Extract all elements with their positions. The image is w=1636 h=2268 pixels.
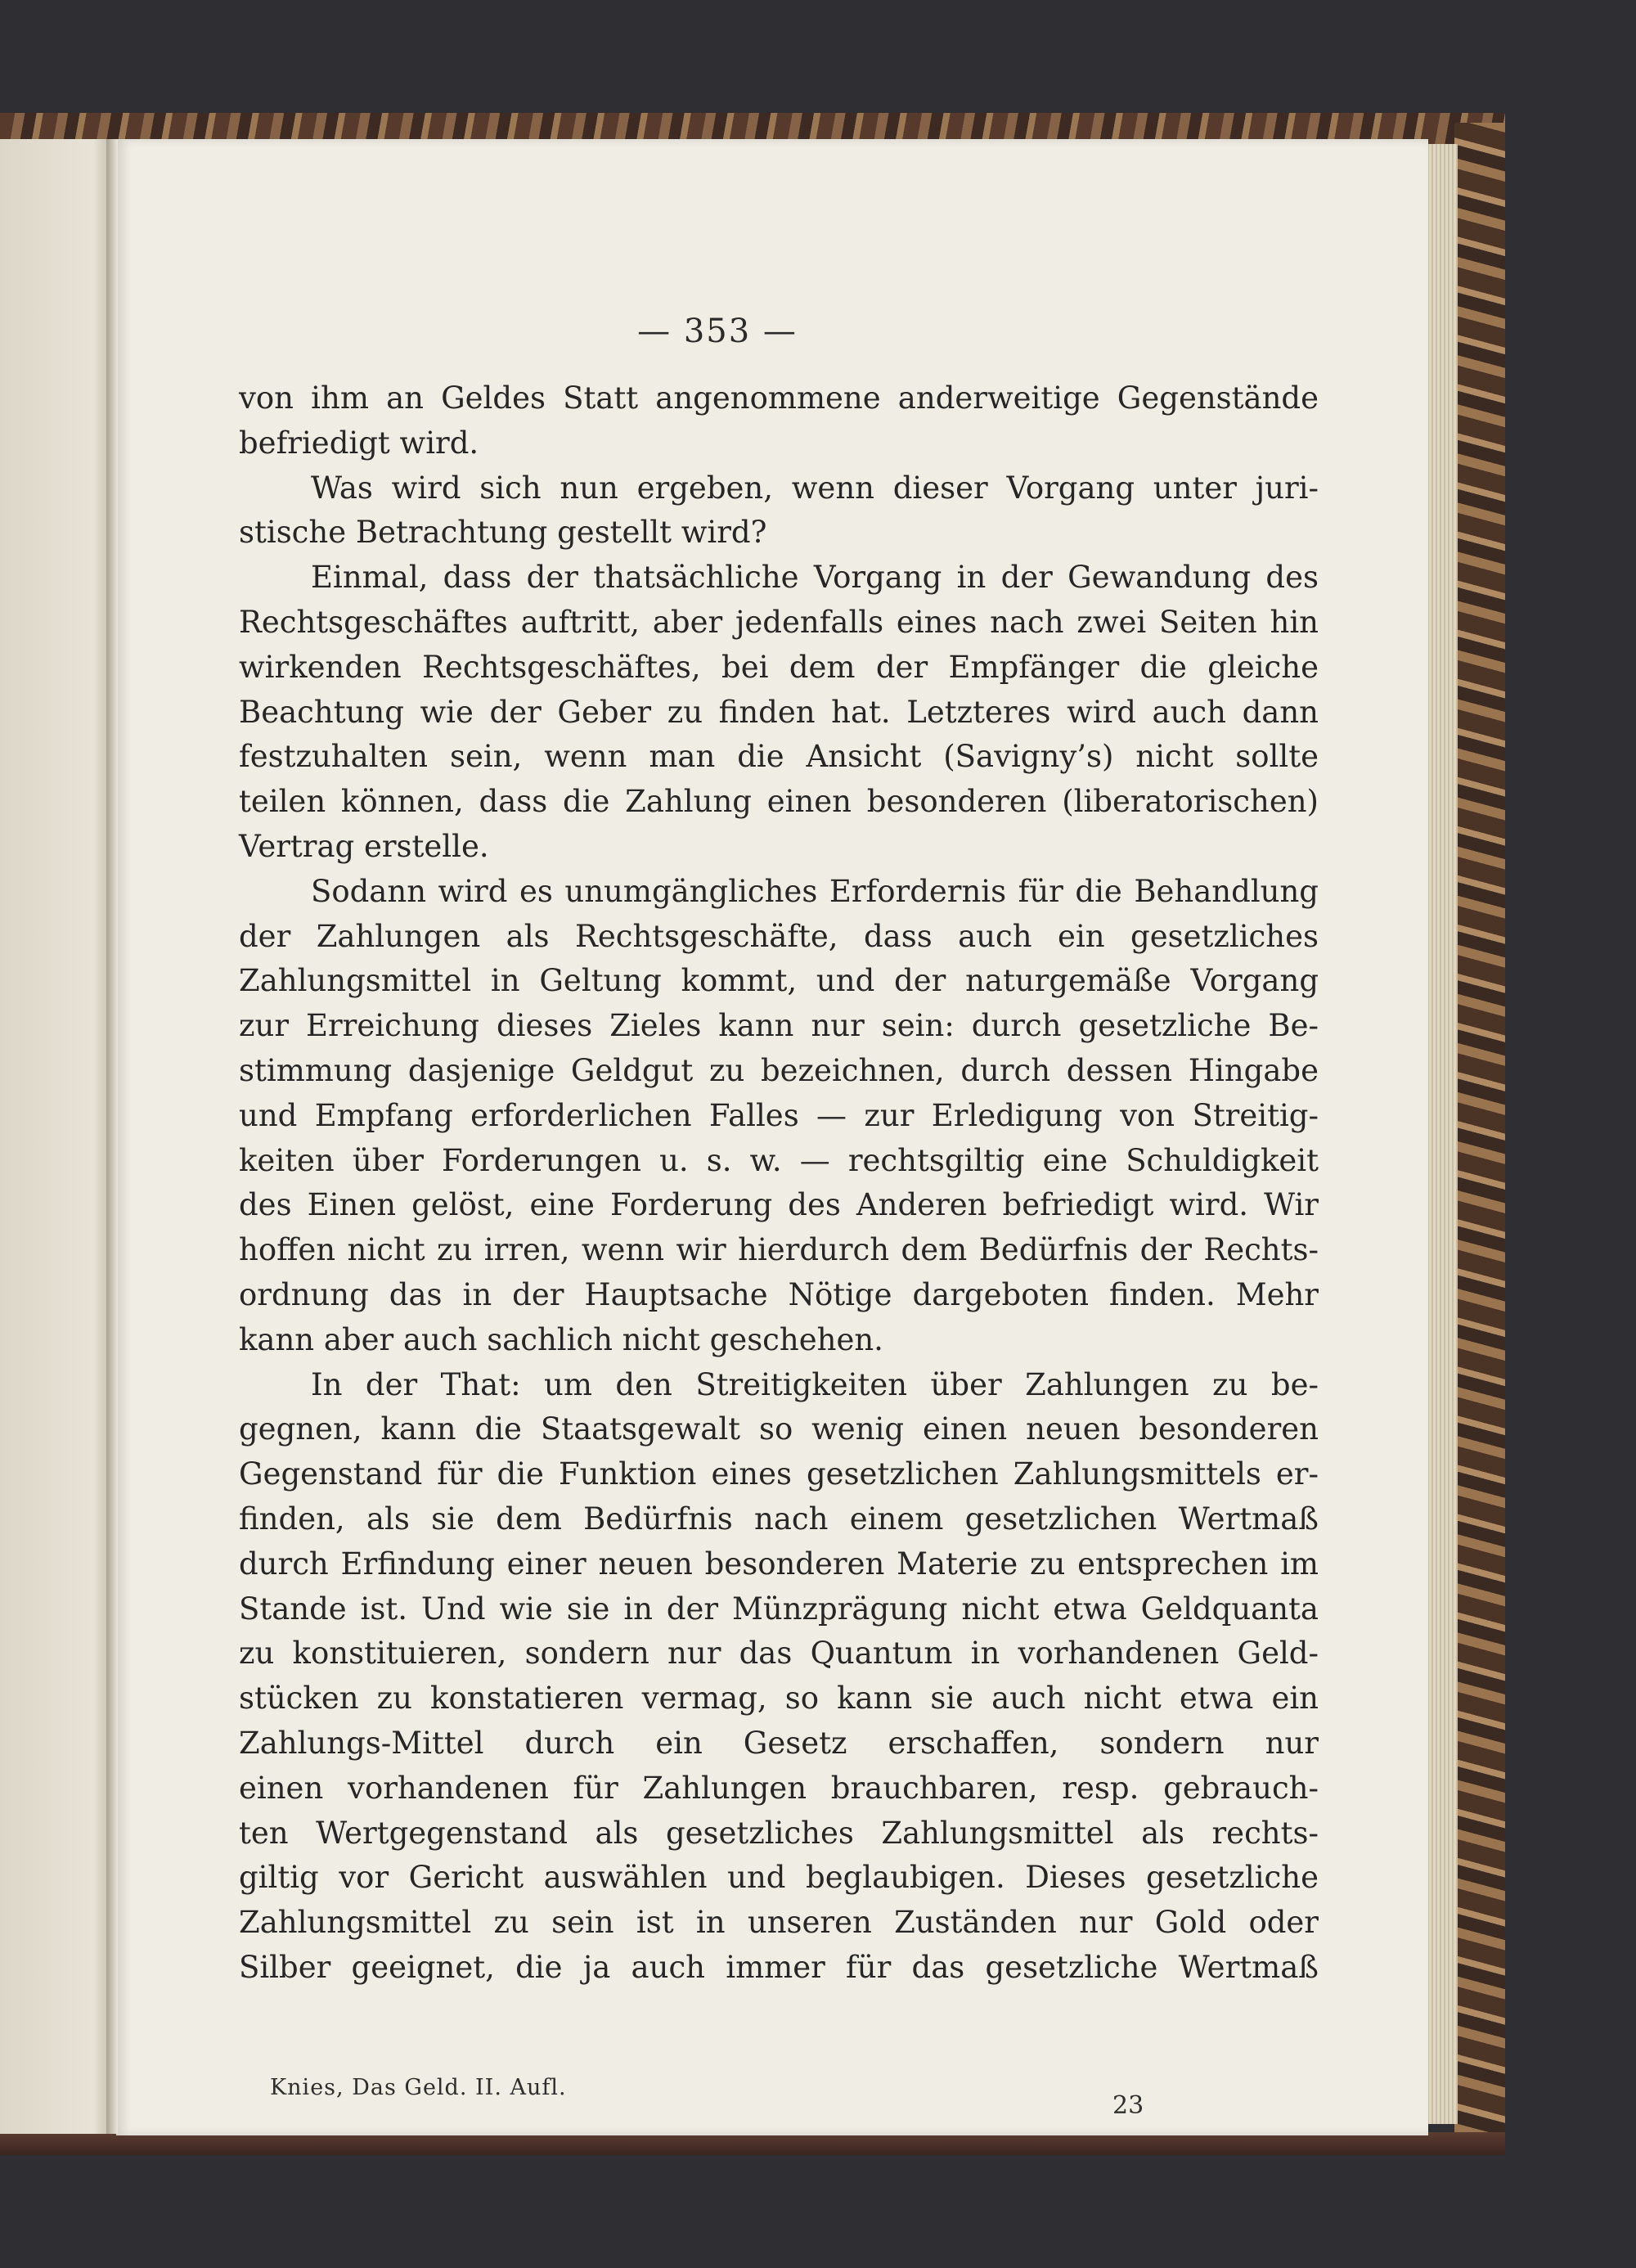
- text-line: Gegenstand für die Funktion eines gesetzlichen Zahlungsmittels er-: [239, 1456, 1319, 1492]
- text-line: zur Erreichung dieses Zieles kann nur sein: durch gesetzliche Be-: [239, 1008, 1319, 1044]
- text-line: stimmung dasjenige Geldgut zu bezeichnen, durch dessen Hingabe: [239, 1052, 1319, 1088]
- text-line: Zahlungsmittel zu sein ist in unseren Zuständen nur Gold oder: [239, 1905, 1319, 1941]
- page-number: — 353 —: [637, 313, 798, 350]
- text-line: ordnung das in der Hauptsache Nötige dargeboten finden. Mehr: [239, 1276, 1319, 1312]
- signature-mark: 23: [1112, 2091, 1144, 2120]
- text-line: Stande ist. Und wie sie in der Münzprägung nicht etwa Geldquanta: [239, 1591, 1319, 1627]
- text-line: Rechtsgeschäftes auftritt, aber jedenfalls eines nach zwei Seiten hin: [239, 604, 1319, 640]
- text-line: befriedigt wird.: [239, 425, 479, 461]
- text-line: Vertrag erstelle.: [239, 828, 489, 864]
- text-line: keiten über Forderungen u. s. w. — rechtsgiltig eine Schuldigkeit: [239, 1142, 1319, 1178]
- book-cover-right: [1454, 123, 1505, 2152]
- book-page: [116, 139, 1428, 2135]
- text-line: stücken zu konstatieren vermag, so kann sie auch nicht etwa ein: [239, 1681, 1319, 1717]
- text-line: Einmal, dass der thatsächliche Vorgang in der Gewandung des: [311, 560, 1319, 596]
- text-line: hoffen nicht zu irren, wenn wir hierdurch dem Bedürfnis der Rechts-: [239, 1232, 1319, 1268]
- text-line: Zahlungsmittel in Geltung kommt, und der naturgemäße Vorgang: [239, 963, 1319, 999]
- text-line: des Einen gelöst, eine Forderung des Anderen befriedigt wird. Wir: [239, 1187, 1319, 1223]
- page-body-text: [239, 376, 1319, 1991]
- text-line: ten Wertgegenstand als gesetzliches Zahlungsmittel als rechts-: [239, 1815, 1319, 1851]
- book-cover-bottom: [0, 2132, 1505, 2155]
- text-line: stische Betrachtung gestellt wird?: [239, 515, 767, 551]
- text-line: festzuhalten sein, wenn man die Ansicht (Savigny’s) nicht sollte: [239, 739, 1319, 775]
- text-line: Was wird sich nun ergeben, wenn dieser Vorgang unter juri-: [311, 470, 1319, 506]
- text-line: zu konstituieren, sondern nur das Quantum in vorhandenen Geld-: [239, 1636, 1319, 1672]
- text-line: Zahlungs-Mittel durch ein Gesetz erschaffen, sondern nur: [239, 1725, 1319, 1761]
- left-page-edge: [0, 139, 110, 2134]
- text-line: einen vorhandenen für Zahlungen brauchbaren, resp. gebrauch-: [239, 1770, 1319, 1806]
- text-line: wirkenden Rechtsgeschäftes, bei dem der Empfänger die gleiche: [239, 649, 1319, 685]
- text-line: Beachtung wie der Geber zu finden hat. Letzteres wird auch dann: [239, 694, 1319, 730]
- page-block-edges: [1425, 144, 1458, 2124]
- text-line: und Empfang erforderlichen Falles — zur Erledigung von Streitig-: [239, 1097, 1319, 1133]
- text-line: durch Erfindung einer neuen besonderen Materie zu entsprechen im: [239, 1546, 1319, 1582]
- text-line: Silber geeignet, die ja auch immer für das gesetzliche Wertmaß: [239, 1949, 1319, 1985]
- text-line: gegnen, kann die Staatsgewalt so wenig einen neuen besonderen: [239, 1411, 1319, 1447]
- text-line: In der That: um den Streitigkeiten über Zahlungen zu be-: [311, 1366, 1319, 1402]
- book-gutter: [106, 139, 118, 2134]
- text-line: Sodann wird es unumgängliches Erfordernis für die Behandlung: [311, 873, 1319, 909]
- text-line: teilen können, dass die Zahlung einen besonderen (liberatorischen): [239, 784, 1319, 820]
- text-line: der Zahlungen als Rechtsgeschäfte, dass auch ein gesetzliches: [239, 918, 1319, 954]
- text-line: von ihm an Geldes Statt angenommene anderweitige Gegenstände: [239, 380, 1319, 416]
- footer-signature: Knies, Das Geld. II. Aufl.: [270, 2075, 567, 2100]
- text-line: giltig vor Gericht auswählen und beglaubigen. Dieses gesetzliche: [239, 1860, 1319, 1896]
- text-line: finden, als sie dem Bedürfnis nach einem gesetzlichen Wertmaß: [239, 1501, 1319, 1537]
- text-line: kann aber auch sachlich nicht geschehen.: [239, 1321, 883, 1357]
